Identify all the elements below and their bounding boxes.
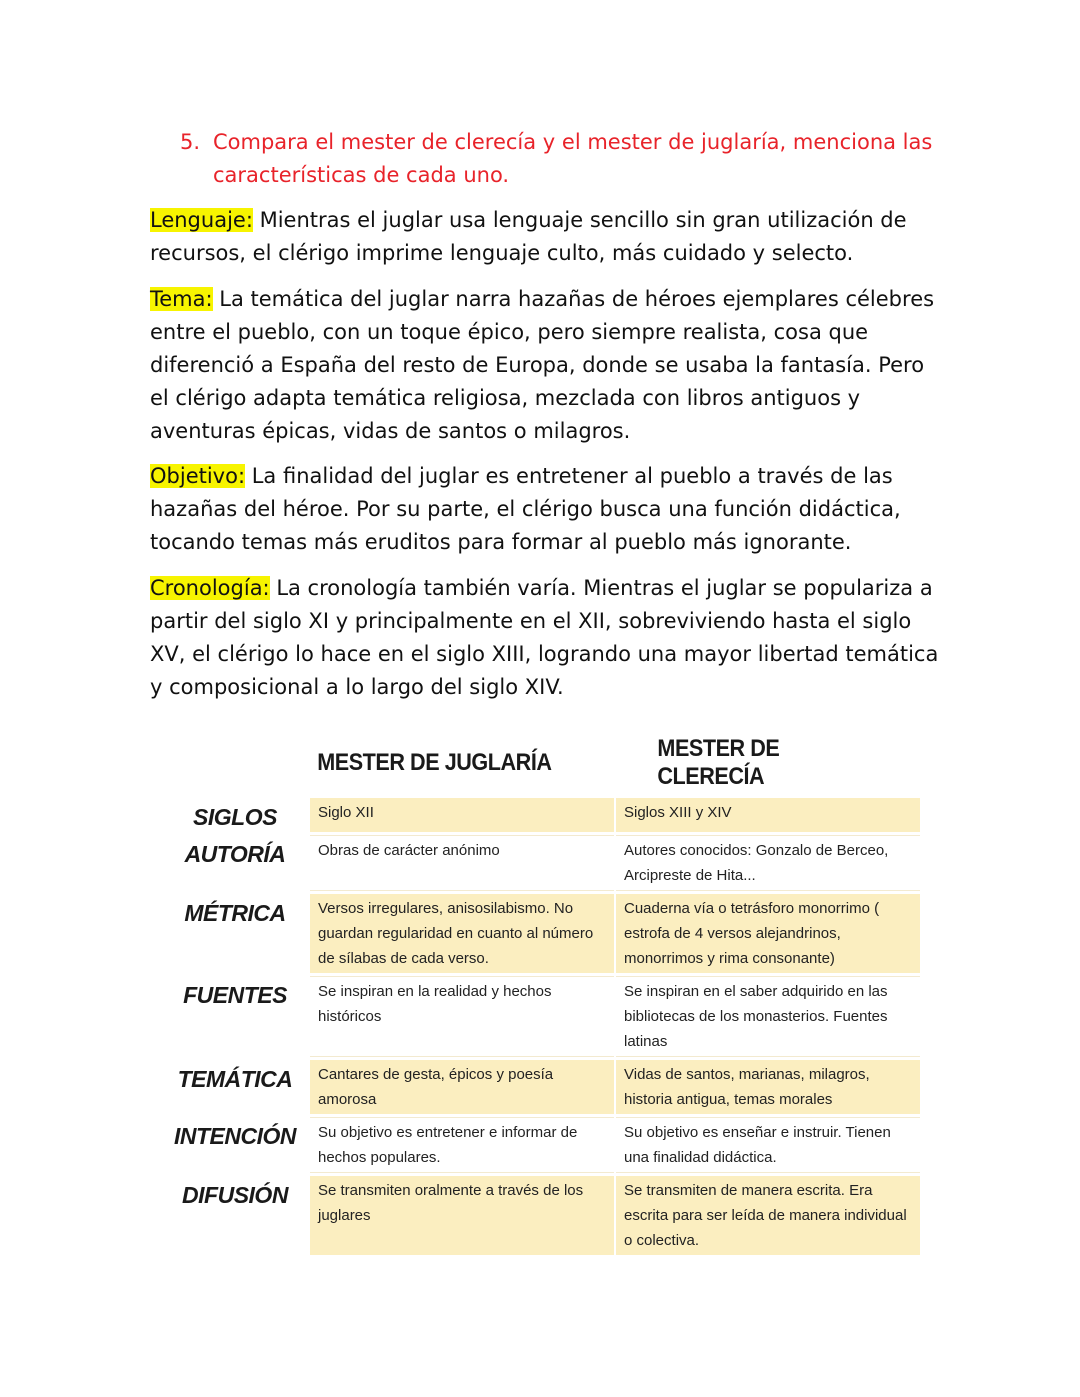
question-text: Compara el mester de clerecía y el mester de juglaría, menciona las características de cada uno. [213,130,933,187]
question-heading [180,126,940,192]
label-objetivo: Objetivo: [150,464,246,488]
cell-clerecia: Cuaderna vía o tetrásforo monorrimo ( estrofa de 4 versos alejandrinos, monorrimos y rima consonante) [616,894,920,973]
row-label: AUTORÍA [184,841,286,867]
text-cronologia: La cronología también varía. Mientras el juglar se populariza a partir del siglo XI y principalmente en el XII, sobreviviendo hasta el siglo XV, el clérigo lo hace en el siglo XIII, logrando una mayor libertad temática y composicional a lo largo del siglo XIV. [150,576,939,699]
cell-juglaria: Versos irregulares, anisosilabismo. No guardan regularidad en cuanto al número de sílabas de cada verso. [310,894,614,973]
cell-juglaria: Se transmiten oralmente a través de los juglares [310,1176,614,1255]
text-objetivo: La finalidad del juglar es entretener al pueblo a través de las hazañas del héroe. Por su parte, el clérigo busca una función didáctica, tocando temas más eruditos para formar al pueblo más ignorante. [150,464,901,554]
comparison-table [160,722,920,1258]
paragraph-lenguaje [150,204,940,270]
row-label: TEMÁTICA [177,1066,293,1092]
table-row [160,976,920,1057]
text-tema: La temática del juglar narra hazañas de héroes ejemplares célebres entre el pueblo, con un toque épico, pero siempre realista, cosa que diferenció a España del resto de Europa, donde se usaba la fantasía. Pero el clérigo adapta temática religiosa, mezclada con libros antiguos y aventuras épicas, vidas de santos o milagros. [150,287,935,443]
paragraph-tema [150,283,940,448]
table-row [160,835,920,891]
cell-juglaria: Siglo XII [310,798,614,832]
row-label: FUENTES [183,982,287,1008]
header-clerecia: MESTER DE CLERECÍA [657,735,780,790]
cell-juglaria: Obras de carácter anónimo [310,835,614,891]
question-number: 5. [180,130,201,154]
label-tema: Tema: [150,287,213,311]
cell-clerecia: Vidas de santos, marianas, milagros, historia antigua, temas morales [616,1060,920,1114]
row-label: MÉTRICA [184,900,286,926]
cell-juglaria: Cantares de gesta, épicos y poesía amorosa [310,1060,614,1114]
table-row [160,1060,920,1114]
text-lenguaje: Mientras el juglar usa lenguaje sencillo sin gran utilización de recursos, el clérigo imprime lenguaje culto, más cuidado y selecto. [150,208,907,265]
table-row [160,894,920,973]
table-row [160,798,920,832]
paragraph-objetivo [150,460,940,559]
comparison-table-image [160,722,920,1249]
cell-juglaria: Su objetivo es entretener e informar de hechos populares. [310,1117,614,1173]
cell-clerecia: Su objetivo es enseñar e instruir. Tienen una finalidad didáctica. [616,1117,920,1173]
row-label: SIGLOS [193,804,277,830]
table-row [160,1176,920,1255]
cell-clerecia: Siglos XIII y XIV [616,798,920,832]
paragraph-cronologia [150,572,940,704]
label-cronologia: Cronología: [150,576,270,600]
cell-clerecia: Se transmiten de manera escrita. Era escrita para ser leída de manera individual o colectiva. [616,1176,920,1255]
header-juglaria: MESTER DE JUGLARÍA [317,749,552,776]
cell-clerecia: Autores conocidos: Gonzalo de Berceo, Arcipreste de Hita... [616,835,920,891]
cell-juglaria: Se inspiran en la realidad y hechos históricos [310,976,614,1057]
table-row [160,1117,920,1173]
row-label: DIFUSIÓN [182,1182,288,1208]
label-lenguaje: Lenguaje: [150,208,253,232]
cell-clerecia: Se inspiran en el saber adquirido en las bibliotecas de los monasterios. Fuentes latinas [616,976,920,1057]
row-label: INTENCIÓN [174,1123,296,1149]
table-corner [160,725,310,795]
